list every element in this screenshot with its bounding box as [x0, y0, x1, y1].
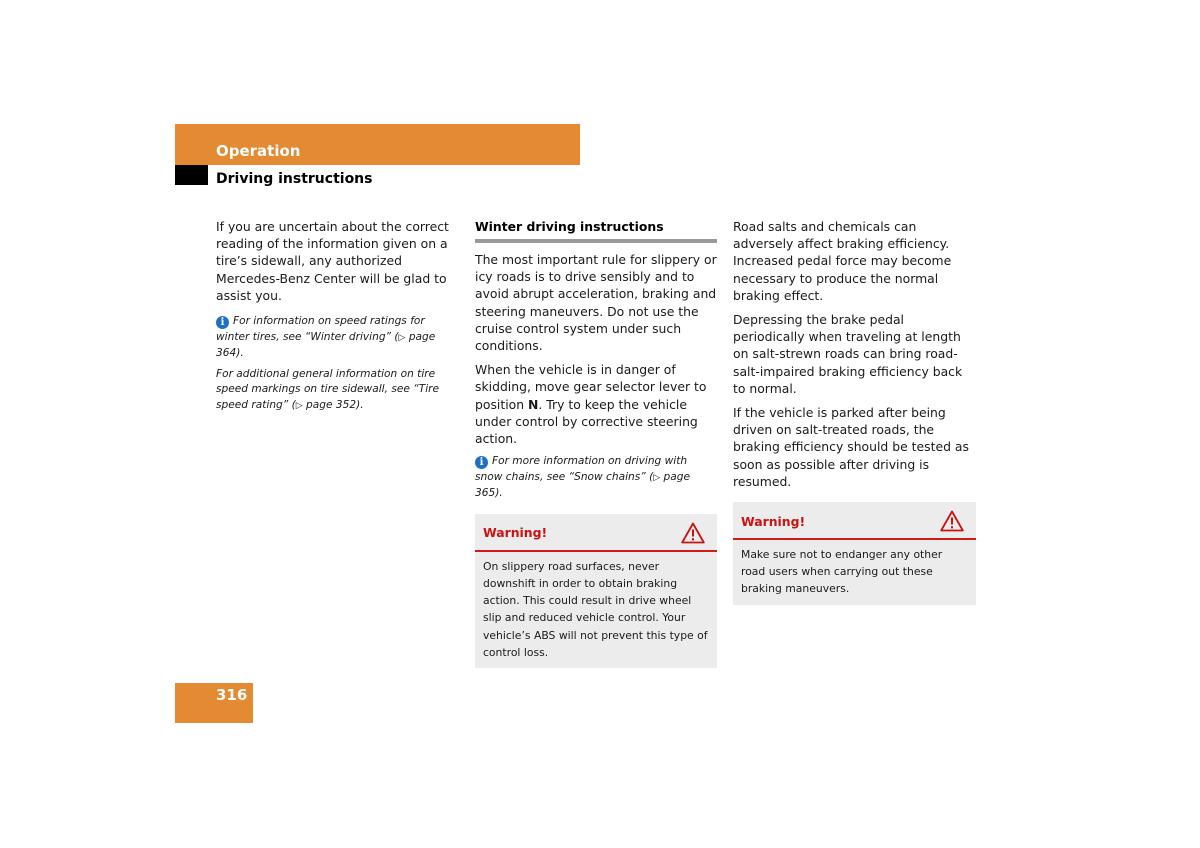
- parked-vehicle-paragraph: If the vehicle is parked after being driven on salt-treated roads, the braking efficiency should be tested as soon as possible after driving is resumed.: [733, 405, 969, 489]
- info-note-tire-speed-markings: [216, 367, 460, 415]
- warning-box-road-users: [733, 502, 976, 605]
- note-text: For more information on driving with snow chains, see “Snow chains” (: [475, 455, 688, 483]
- page-reference-arrow-icon: ▷: [653, 472, 661, 483]
- column-1: [216, 218, 460, 419]
- gear-position-n: N: [528, 396, 539, 412]
- info-icon: i: [475, 456, 488, 469]
- subsection-title: Driving instructions: [216, 171, 373, 187]
- section-title: Operation: [216, 142, 301, 160]
- warning-text: Make sure not to endanger any other road users when carrying out these braking maneuvers.: [741, 548, 943, 596]
- note-text: For information on speed ratings for winter tires, see “Winter driving” (: [216, 315, 425, 343]
- info-icon: i: [216, 316, 229, 329]
- skidding-paragraph: [475, 361, 717, 447]
- page-reference-arrow-icon: ▷: [398, 332, 406, 343]
- warning-title: Warning!: [483, 525, 548, 541]
- section-marker-tab: [175, 165, 208, 185]
- brake-pedal-paragraph: Depressing the brake pedal periodically when traveling at length on salt-strewn roads can bring road-salt-impaired braking efficiency back to normal.: [733, 312, 963, 396]
- note-page-ref: page 364).: [216, 330, 436, 360]
- skidding-text: When the vehicle is in danger of skidding, move gear selector lever to position: [475, 362, 707, 412]
- warning-text: On slippery road surfaces, never downshift in order to obtain braking action. This could result in drive wheel slip and reduced vehicle control. Your vehicle’s ABS will not prevent this type of control loss.: [483, 559, 708, 659]
- info-note-snow-chains: [475, 454, 717, 502]
- page-reference-arrow-icon: ▷: [295, 400, 303, 411]
- note-text: For additional general information on tire speed markings on tire sidewall, see “Tire speed rating” (: [216, 367, 440, 411]
- tire-sidewall-paragraph: If you are uncertain about the correct reading of the information given on a tire’s sidewall, any authorized Mercedes-Benz Center will be glad to assist you.: [216, 219, 449, 303]
- warning-triangle-icon: [681, 522, 705, 544]
- warning-box-downshift: [475, 514, 717, 668]
- info-note-speed-ratings: [216, 314, 460, 362]
- column-2: [475, 218, 717, 668]
- warning-triangle-icon: [940, 510, 964, 532]
- note-page-ref: page 352).: [302, 398, 364, 411]
- warning-header: [733, 502, 976, 540]
- road-salts-paragraph: Road salts and chemicals can adversely affect braking efficiency. Increased pedal force may become necessary to produce the normal braking effect.: [733, 219, 952, 303]
- column-3: [733, 218, 976, 605]
- winter-driving-heading: Winter driving instructions: [475, 218, 717, 243]
- warning-title: Warning!: [741, 513, 806, 529]
- slippery-roads-paragraph: The most important rule for slippery or icy roads is to drive sensibly and to avoid abrupt acceleration, braking and steering maneuvers. Do not use the cruise control system under such conditions.: [475, 252, 717, 354]
- page-number: 316: [216, 686, 248, 704]
- note-page-ref: page 365).: [475, 470, 690, 500]
- warning-header: [475, 514, 717, 552]
- skidding-text-end: . Try to keep the vehicle under control by corrective steering action.: [475, 396, 698, 447]
